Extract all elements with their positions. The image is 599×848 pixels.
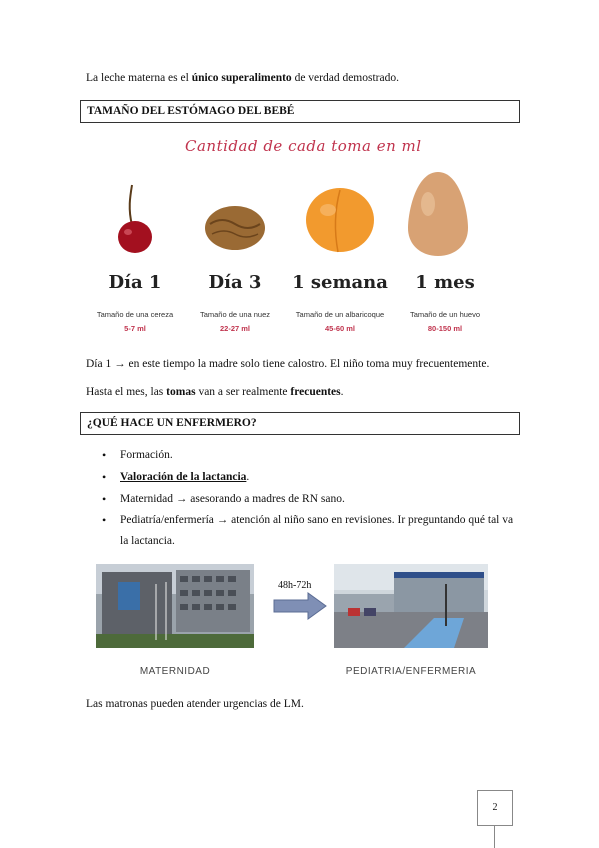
egg-icon xyxy=(406,170,470,258)
paragraph-day1: Día 1 → en este tiempo la madre solo tiene calostro. El niño toma muy frecuentemente. xyxy=(86,358,490,370)
pediatrics-building-photo xyxy=(334,564,488,648)
apricot-icon xyxy=(302,182,378,254)
para2-mid: van a ser realmente xyxy=(195,386,291,398)
list-item xyxy=(100,466,520,488)
infographic-title: Cantidad de cada toma en ml xyxy=(185,137,422,155)
list-item xyxy=(100,510,520,552)
page-number: 2 xyxy=(477,790,513,826)
closing-paragraph: Las matronas pueden atender urgencias de LM. xyxy=(86,698,304,710)
ml-day1: 5-7 ml xyxy=(124,324,146,333)
para2-bold-frecuentes: frecuentes xyxy=(290,386,341,398)
desc-day1: Tamaño de una cereza xyxy=(96,310,174,319)
desc-month1: Tamaño de un huevo xyxy=(409,310,481,319)
cherry-icon xyxy=(110,177,160,257)
page-number-tick xyxy=(494,826,495,848)
list-item-text: . xyxy=(246,471,250,483)
stomach-size-infographic xyxy=(80,132,520,342)
ml-month1: 80-150 ml xyxy=(427,324,463,333)
caption-day1: Día 1 xyxy=(108,272,162,293)
para2-pre: Hasta el mes, las xyxy=(86,386,167,398)
caption-month1: 1 mes xyxy=(415,272,475,293)
arrow-right-icon xyxy=(272,592,328,620)
intro-text-post: de verdad demostrado. xyxy=(291,72,399,84)
list-item-text: Formación. xyxy=(120,449,173,461)
caption-pediatrics: PEDIATRIA/ENFERMERIA xyxy=(345,666,477,677)
section-heading-nurse: ¿QUÉ HACE UN ENFERMERO? xyxy=(80,412,520,435)
desc-day3: Tamaño de una nuez xyxy=(199,310,271,319)
intro-paragraph xyxy=(86,71,399,85)
para2-bold-tomas: tomas xyxy=(166,386,196,398)
caption-day3: Día 3 xyxy=(208,272,262,293)
ml-week1: 45-60 ml xyxy=(324,324,356,333)
list-item xyxy=(100,488,520,510)
walnut-icon xyxy=(202,202,268,254)
desc-week1: Tamaño de un albaricoque xyxy=(295,310,385,319)
list-item-text: Maternidad → asesorando a madres de RN sano. xyxy=(120,493,345,505)
ml-day3: 22-27 ml xyxy=(219,324,251,333)
list-item xyxy=(100,444,520,466)
paragraph-until-month xyxy=(86,385,344,399)
caption-maternity: MATERNIDAD xyxy=(139,666,211,677)
arrow-label: 48h-72h xyxy=(278,580,312,591)
intro-text-pre: La leche materna es el xyxy=(86,72,192,84)
maternity-building-photo xyxy=(96,564,254,648)
section-heading-stomach: TAMAÑO DEL ESTÓMAGO DEL BEBÉ xyxy=(80,100,520,123)
para2-post: . xyxy=(340,386,344,398)
list-item-bold: Valoración de la lactancia xyxy=(120,471,247,483)
intro-text-bold: único superalimento xyxy=(191,72,292,84)
list-item-text: Pediatría/enfermería → atención al niño sano en revisiones. Ir preguntando qué tal va la lactancia. xyxy=(120,514,514,547)
nurse-tasks-list xyxy=(100,444,520,552)
caption-week1: 1 semana xyxy=(292,272,388,293)
